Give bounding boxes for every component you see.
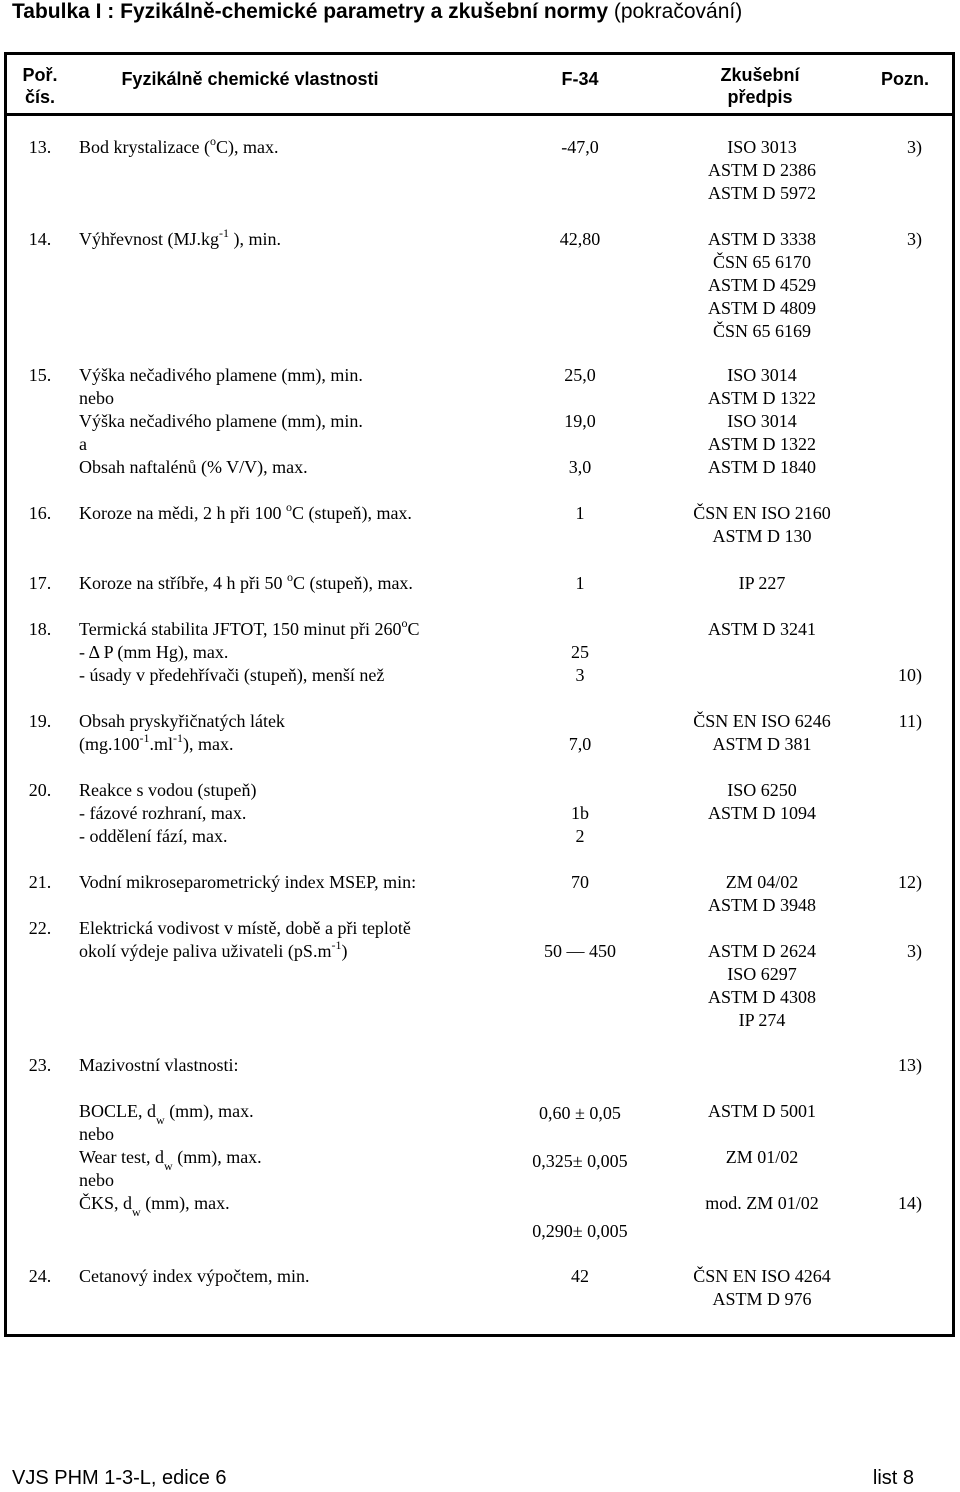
- row-15-property: Výška nečadivého plamene (mm), min. nebo Výška nečadivého plamene (mm), min. a Obsah naftalénů (% V/V), max.: [79, 365, 363, 477]
- row-14-number: 14.: [28, 229, 52, 249]
- header-note: Pozn.: [881, 69, 929, 89]
- row-23-number: 23.: [28, 1055, 52, 1075]
- row-23-sub-properties: BOCLE, $d_w$ (mm), max. nebo Wear test, $d_w$ (mm), max. nebo ČKS, $d_w$ (mm), max.: [79, 1101, 262, 1219]
- row-20-f34-2: 2: [575, 826, 585, 846]
- row-14-f34: 42,80: [559, 229, 601, 249]
- row-17-norm: IP 227: [738, 573, 786, 593]
- row-21-norm: ZM 04/02 ASTM D 3948: [707, 872, 816, 915]
- row-23-norm-3: mod. ZM 01/02: [705, 1193, 819, 1213]
- row-16-property: Koroze na mědi, 2 h při 100 $^o$C (stupeň), max.: [79, 500, 412, 523]
- row-13-number: 13.: [28, 137, 52, 157]
- row-14-note: 3): [907, 229, 922, 249]
- row-16-f34: 1: [575, 503, 585, 523]
- row-15-f34-3: 3,0: [568, 457, 592, 477]
- footer-document-id: VJS PHM 1-3-L, edice 6: [12, 1467, 227, 1489]
- row-22-property: Elektrická vodivost v místě, době a při teplotě okolí výdeje paliva uživateli $(pS.m^{-1})$: [79, 918, 411, 961]
- row-19-property: Obsah pryskyřičnatých látek $(mg.100^{-1}.ml^{-1})$, max.: [79, 711, 285, 754]
- row-14-property: Výhřevnost ($MJ.kg^{-1}$ ), min.: [79, 226, 281, 249]
- row-19-norm: ČSN EN ISO 6246 ASTM D 381: [693, 711, 831, 754]
- title-suffix: (pokračování): [608, 0, 743, 23]
- row-18-f34-1: 25: [571, 642, 589, 662]
- header-number-line1: Poř.: [22, 65, 58, 85]
- row-20-norm: ISO 6250 ASTM D 1094: [707, 780, 816, 823]
- header-norm-line2: předpis: [727, 87, 793, 107]
- row-16-norm: ČSN EN ISO 2160 ASTM D 130: [693, 503, 831, 546]
- header-number-line2: čís.: [24, 87, 56, 107]
- row-23-norm-2: ZM 01/02: [725, 1147, 799, 1167]
- row-18-number: 18.: [28, 619, 52, 639]
- row-23-f34-2: 0,325± 0,005: [532, 1151, 628, 1171]
- row-22-f34: 50 — 450: [544, 941, 616, 961]
- header-divider: [4, 113, 955, 116]
- row-17-property: Koroze na stříbře, 4 h při 50 $^o$C (stupeň), max.: [79, 570, 413, 593]
- page-title: [12, 0, 742, 24]
- row-17-f34: 1: [575, 573, 585, 593]
- row-20-f34-1: 1b: [571, 803, 589, 823]
- header-f34: F-34: [561, 69, 599, 89]
- row-24-f34: 42: [571, 1266, 589, 1286]
- row-13-norm: ISO 3013 ASTM D 2386 ASTM D 5972: [707, 137, 816, 203]
- row-19-note: 11): [898, 711, 922, 731]
- row-15-norm: ISO 3014 ASTM D 1322 ISO 3014 ASTM D 1322 ASTM D 1840: [707, 365, 816, 477]
- header-property: Fyzikálně chemické vlastnosti: [121, 69, 379, 89]
- row-23-f34-1: 0,60 ± 0,05: [539, 1103, 621, 1123]
- row-17-number: 17.: [28, 573, 52, 593]
- row-15-f34-2: 19,0: [564, 411, 596, 431]
- row-21-property: Vodní mikroseparometrický index MSEP, min:: [79, 872, 417, 892]
- row-13-property: Bod krystalizace ($^o$C), max.: [79, 134, 279, 157]
- row-19-number: 19.: [28, 711, 52, 731]
- row-16-number: 16.: [28, 503, 52, 523]
- row-19-f34: 7,0: [568, 734, 592, 754]
- header-norm-line1: Zkušební: [720, 65, 800, 85]
- row-23-note: 13): [898, 1055, 922, 1075]
- row-23-f34-3: 0,290± 0,005: [532, 1221, 628, 1241]
- row-20-property: Reakce s vodou (stupeň) - fázové rozhraní, max. - oddělení fází, max.: [79, 780, 257, 846]
- row-14-norm: ASTM D 3338 ČSN 65 6170 ASTM D 4529 ASTM D 4809 ČSN 65 6169: [707, 229, 816, 341]
- header-norm: [680, 64, 840, 108]
- row-22-norm: ASTM D 2624 ISO 6297 ASTM D 4308 IP 274: [707, 941, 816, 1030]
- row-15-f34-1: 25,0: [564, 365, 596, 385]
- row-18-note: 10): [898, 665, 922, 685]
- row-18-norm: ASTM D 3241: [707, 619, 816, 639]
- header-number: [16, 64, 64, 108]
- row-15-number: 15.: [28, 365, 52, 385]
- row-23-norm-1: ASTM D 5001: [707, 1101, 816, 1121]
- row-23-note-2: 14): [898, 1193, 922, 1213]
- row-24-norm: ČSN EN ISO 4264 ASTM D 976: [693, 1266, 831, 1309]
- row-24-number: 24.: [28, 1266, 52, 1286]
- row-20-number: 20.: [28, 780, 52, 800]
- row-22-number: 22.: [28, 918, 52, 938]
- row-23-property: Mazivostní vlastnosti:: [79, 1055, 239, 1075]
- row-21-f34: 70: [571, 872, 589, 892]
- row-13-note: 3): [907, 137, 922, 157]
- row-24-property: Cetanový index výpočtem, min.: [79, 1266, 310, 1286]
- row-21-number: 21.: [28, 872, 52, 892]
- row-13-f34: -47,0: [561, 137, 599, 157]
- footer-page-number: list 8: [872, 1467, 914, 1489]
- row-18-f34-2: 3: [575, 665, 585, 685]
- row-18-property: Termická stabilita JFTOT, 150 minut při 260$^o$C - Δ P (mm Hg), max. - úsady v předehřívači (stupeň), menší než: [79, 616, 420, 685]
- row-21-note: 12): [898, 872, 922, 892]
- row-22-note: 3): [907, 941, 922, 961]
- title-main: Tabulka I : Fyzikálně-chemické parametry a zkušební normy: [12, 0, 608, 23]
